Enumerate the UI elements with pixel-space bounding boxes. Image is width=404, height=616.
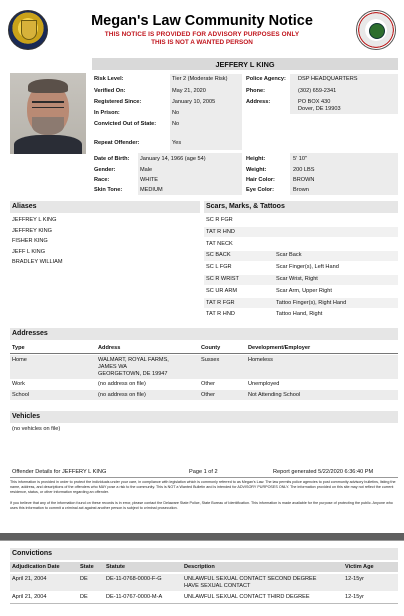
footer-generated: Report generated 5/22/2020 6:36:40 PM	[273, 469, 374, 475]
address-home-line1: WALMART, ROYAL FARMS,	[98, 357, 169, 363]
gender-label: Gender:	[94, 167, 116, 173]
footer-page-number: Page 1 of 2	[189, 469, 218, 475]
address-home-county: Sussex	[201, 357, 220, 363]
verified-on-value: May 21, 2020	[172, 88, 206, 94]
no-vehicles-text: (no vehicles on file)	[12, 426, 61, 432]
police-agency-value: DSP HEADQUARTERS	[298, 76, 358, 82]
convicted-out-label: Convicted Out of State:	[94, 121, 157, 127]
dob-label: Date of Birth:	[94, 156, 130, 162]
address-type-work: Work	[12, 381, 25, 387]
addresses-heading: Addresses	[12, 330, 48, 337]
address-home-line3: GEORGETOWN, DE 19947	[98, 371, 168, 377]
scar-description: Scar Back	[276, 252, 302, 259]
phone-label: Phone:	[246, 88, 265, 94]
scar-code: SC R FGR	[206, 217, 233, 223]
convicted-out-value: No	[172, 121, 180, 127]
scar-code: TAT R HND	[206, 311, 235, 318]
phone-value: (302) 659-2341	[298, 88, 337, 94]
addresses-col-address: Address	[98, 345, 121, 351]
dob-value: January 14, 1966 (age 54)	[140, 156, 206, 162]
in-prison-label: In Prison:	[94, 110, 120, 116]
alias-item: JEFFREY KING	[12, 227, 52, 234]
scar-description: Scar Wrist, Right	[276, 276, 318, 282]
scars-heading: Scars, Marks, & Tattoos	[206, 203, 285, 210]
conviction-1-description: UNLAWFUL SEXUAL CONTACT SECOND DEGREE	[184, 576, 317, 582]
delaware-state-police-badge-icon	[8, 10, 48, 50]
address-type-school: School	[12, 392, 30, 398]
agency-address-line2: Dover, DE 19903	[298, 106, 341, 112]
risk-level-label: Risk Level:	[94, 76, 124, 82]
addresses-col-type: Type	[12, 345, 25, 351]
advisory-notice: THIS NOTICE IS PROVIDED FOR ADVISORY PURPOSES ONLY	[104, 31, 300, 38]
addresses-col-county: County	[201, 345, 221, 351]
scar-code: TAT NECK	[206, 240, 233, 247]
convictions-col-state: State	[80, 564, 94, 570]
scar-code: SC L FGR	[206, 264, 232, 271]
conviction-1-state: DE	[80, 576, 88, 582]
scar-description: Tattoo Hand, Right	[276, 311, 323, 318]
convictions-col-statute: Statute	[106, 564, 125, 570]
convictions-col-date: Adjudication Date	[12, 564, 60, 570]
in-prison-value: No	[172, 110, 180, 116]
vehicles-heading: Vehicles	[12, 413, 41, 420]
address-work-development: Unemployed	[248, 381, 280, 387]
scar-code: SC UR ARM	[206, 287, 238, 294]
police-agency-label: Police Agency:	[246, 76, 286, 82]
weight-value: 200 LBS	[293, 167, 315, 173]
address-school-development: Not Attending School	[248, 392, 301, 398]
convictions-heading: Convictions	[12, 550, 53, 557]
address-type-home: Home	[12, 357, 27, 363]
registered-since-label: Registered Since:	[94, 99, 142, 105]
alias-item: BRADLEY WILLIAM	[12, 259, 63, 265]
hair-color-value: BROWN	[293, 177, 315, 183]
eye-color-label: Eye Color:	[246, 187, 274, 193]
repeat-offender-label: Repeat Offender:	[94, 140, 140, 146]
height-label: Height:	[246, 156, 266, 162]
registered-since-value: January 10, 2005	[172, 99, 216, 105]
height-value: 5' 10"	[293, 156, 307, 162]
address-work-county: Other	[201, 381, 215, 387]
conviction-1-description-2: HAVE SEXUAL CONTACT	[184, 583, 251, 589]
offender-name: JEFFERY L KING	[92, 58, 398, 70]
offender-photo	[10, 73, 86, 154]
addresses-col-development: Development/Employer	[248, 345, 311, 351]
scar-description: Tattoo Finger(s), Right Hand	[276, 299, 347, 306]
alias-item: JEFFREY L KING	[12, 217, 57, 223]
risk-level-value: Tier 2 (Moderate Risk)	[172, 76, 228, 82]
alias-item: JEFF L KING	[12, 248, 46, 255]
scar-code: SC R WRIST	[206, 276, 239, 282]
hair-color-label: Hair Color:	[246, 177, 275, 183]
scar-description: Scar Arm, Upper Right	[276, 287, 332, 294]
conviction-2-statute: DE-11-0767-0000-M-A	[106, 594, 163, 600]
gender-value: Male	[140, 167, 153, 173]
footer-details-for: Offender Details for JEFFERY L KING	[12, 469, 107, 475]
conviction-1-date: April 21, 2004	[12, 576, 47, 582]
address-work-line1: (no address on file)	[98, 381, 146, 387]
conviction-2-description: UNLAWFUL SEXUAL CONTACT THIRD DEGREE	[184, 594, 310, 600]
address-home-line2: JAMES WA	[98, 364, 128, 370]
notice-page-2	[0, 540, 404, 616]
conviction-2-state: DE	[80, 594, 88, 600]
race-value: WHITE	[140, 177, 159, 183]
conviction-1-victim-age: 12-15yr	[345, 576, 364, 582]
conviction-2-victim-age: 12-15yr	[345, 594, 364, 600]
skin-tone-value: MEDIUM	[140, 187, 163, 193]
aliases-heading: Aliases	[12, 203, 37, 210]
repeat-offender-value: Yes	[172, 140, 182, 146]
address-home-development: Homeless	[248, 357, 273, 363]
conviction-1-statute: DE-11-0768-0000-F-G	[106, 576, 162, 582]
convictions-col-description: Description	[184, 564, 215, 570]
scar-code: SC BACK	[206, 252, 231, 259]
delaware-state-seal-icon	[356, 10, 396, 50]
weight-label: Weight:	[246, 167, 267, 173]
conviction-2-date: April 21, 2004	[12, 594, 47, 600]
disclaimer-paragraph-1: This information is provided in order to protect the individuals under your care, in compliance with legislation which is commonly referred to as Megan's Law. The law permits police agencies to post community advisory bulletins, listing the name, address, and descriptions of the offenders who MAY pose a risk to the community. This is NOT a Wanted Bulletin and is intended for ADVISORY PURPOSES ONLY. The information provided on this site may not reflect the current residence, status, or other information regarding an offender.	[10, 480, 396, 494]
agency-address-line1: PO BOX 430	[298, 99, 331, 105]
scar-code: TAT R FGR	[206, 299, 235, 306]
convictions-col-victim-age: Victim Age	[345, 564, 374, 570]
verified-on-label: Verified On:	[94, 88, 126, 94]
scar-code: TAT R HND	[206, 228, 235, 235]
address-school-county: Other	[201, 392, 215, 398]
not-wanted-notice: THIS IS NOT A WANTED PERSON	[151, 39, 253, 46]
alias-item: FISHER KING	[12, 238, 48, 244]
disclaimer-paragraph-2: If you believe that any of the information found on these records is in error, please contact the Delaware State Police, State Bureau of Identification. This information is made available for the purpose of protecting the public. Anyone who uses this information to commit a criminal act against another person is subject to criminal prosecution.	[10, 501, 393, 510]
race-label: Race:	[94, 177, 110, 183]
scar-description: Scar Finger(s), Left Hand	[276, 264, 339, 271]
eye-color-value: Brown	[293, 187, 309, 193]
address-label: Address:	[246, 99, 271, 105]
notice-title: Megan's Law Community Notice	[91, 13, 313, 29]
address-school-line1: (no address on file)	[98, 392, 146, 398]
skin-tone-label: Skin Tone:	[94, 187, 123, 193]
